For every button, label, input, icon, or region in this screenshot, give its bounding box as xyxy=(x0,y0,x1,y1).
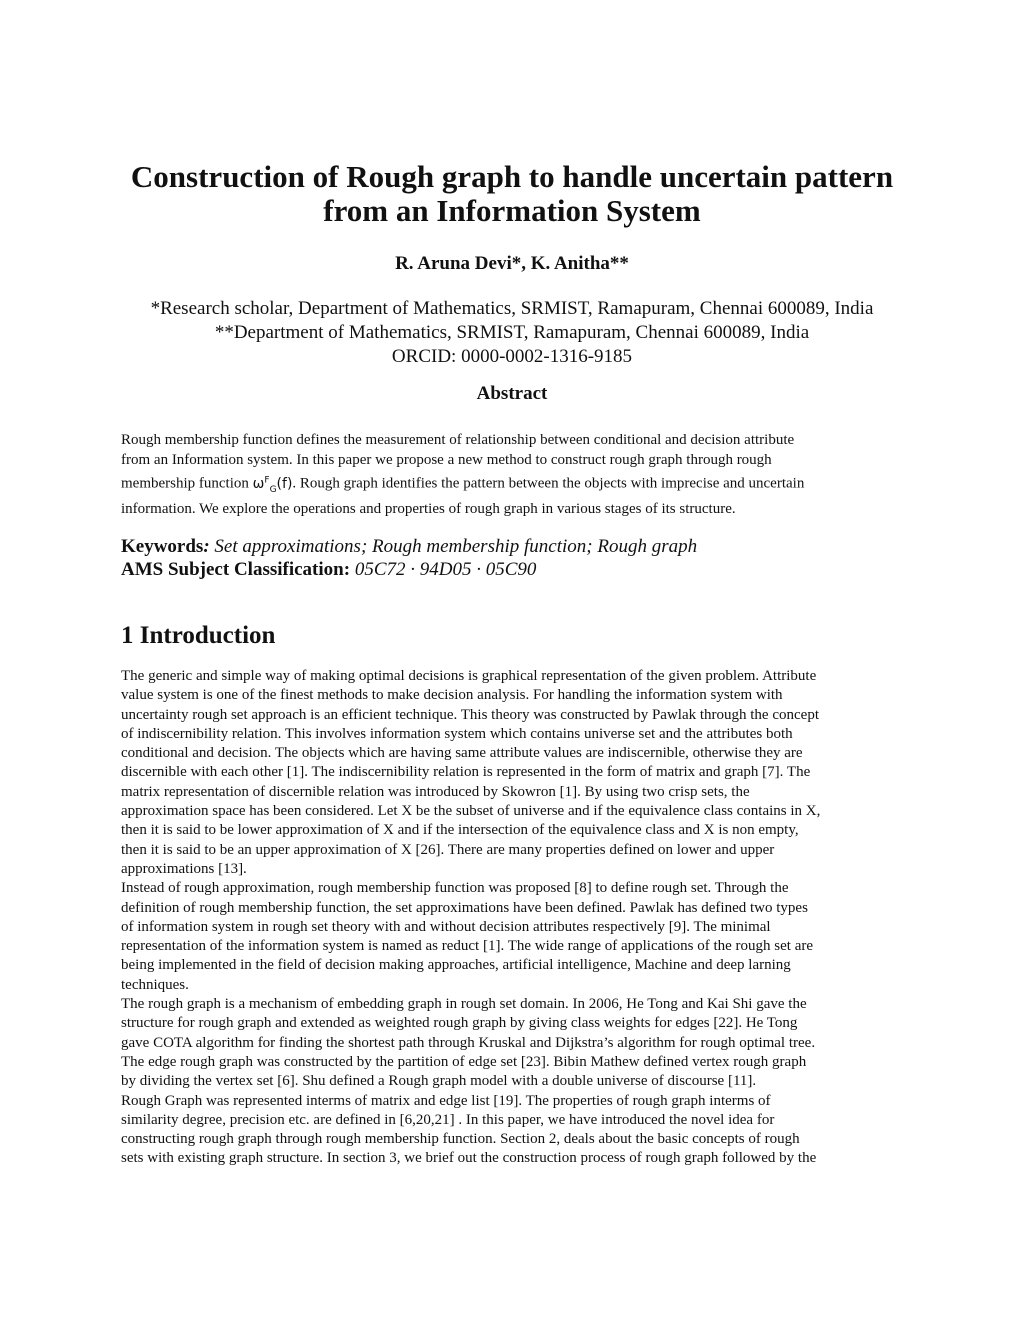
intro-line: similarity degree, precision etc. are defined in [6,20,21] . In this paper, we have introduced the novel idea for xyxy=(121,1111,775,1128)
membership-function-symbol: $\omega^F_G(f)$ xyxy=(252,475,293,495)
intro-line: being implemented in the field of decision making approaches, artificial intelligence, Machine and deep larning xyxy=(121,957,791,974)
keywords-block xyxy=(121,535,921,581)
abstract-text: . Rough graph identifies the pattern between the objects with imprecise and uncertain xyxy=(292,475,805,492)
author-list: R. Aruna Devi*, K. Anitha** xyxy=(395,253,629,274)
intro-line: constructing rough graph through rough membership function. Section 2, deals about the basic concepts of rough xyxy=(121,1131,800,1148)
intro-line: approximations [13]. xyxy=(121,860,247,877)
intro-line: then it is said to be lower approximation of X and if the intersection of the equivalence class and X is non empty, xyxy=(121,822,799,839)
abstract-heading: Abstract xyxy=(476,383,548,404)
intro-line: sets with existing graph structure. In section 3, we brief out the construction process of rough graph followed by the xyxy=(121,1150,817,1167)
intro-line: definition of rough membership function, the set approximations have been defined. Pawlak has defined two types xyxy=(121,899,808,916)
intro-line: uncertainty rough set approach is an efficient technique. This theory was constructed by Pawlak through the concept xyxy=(121,706,819,723)
abstract-body xyxy=(121,430,921,519)
intro-line: conditional and decision. The objects which are having same attribute values are indiscernible, otherwise they are xyxy=(121,745,803,762)
ams-label: AMS Subject Classification: xyxy=(121,559,351,580)
intro-line: by dividing the vertex set [6]. Shu defined a Rough graph model with a double universe of discourse [11]. xyxy=(121,1073,757,1090)
title-line: Construction of Rough graph to handle uncertain pattern xyxy=(130,159,894,194)
intro-line: Rough Graph was represented interms of matrix and edge list [19]. The properties of rough graph interms of xyxy=(121,1092,771,1109)
intro-line: Instead of rough approximation, rough membership function was proposed [8] to define rough set. Through the xyxy=(121,880,789,897)
intro-line: The generic and simple way of making optimal decisions is graphical representation of the given problem. Attribute xyxy=(121,668,817,684)
abstract-line: information. We explore the operations and properties of rough graph in various stages of its structure. xyxy=(121,501,736,518)
intro-line: discernible with each other [1]. The indiscernibility relation is represented in the form of matrix and graph [7]. The xyxy=(121,764,811,781)
intro-line: of information system in rough set theory with and without decision attributes respectively [9]. The minimal xyxy=(121,918,771,935)
affiliations xyxy=(0,297,1024,369)
intro-line: gave COTA algorithm for finding the shortest path through Kruskal and Dijkstra’s algorithm for rough optimal tree. xyxy=(121,1034,816,1051)
intro-line: approximation space has been considered. Let X be the subset of universe and if the equivalence class contains in X, xyxy=(121,803,821,820)
intro-line: matrix representation of discernible relation was introduced by Skowron [1]. By using two crisp sets, the xyxy=(121,783,750,800)
affiliation-line: **Department of Mathematics, SRMIST, Ramapuram, Chennai 600089, India xyxy=(214,322,810,343)
abstract-text: membership function xyxy=(121,475,249,492)
ams-text: 05C72 · 94D05 · 05C90 xyxy=(350,559,537,580)
intro-line: value system is one of the finest methods to make decision analysis. For handling the information system with xyxy=(121,687,783,704)
intro-line: structure for rough graph and extended as weighted rough graph by giving class weights for edges [22]. He Tong xyxy=(121,1015,798,1032)
abstract-line: Rough membership function defines the measurement of relationship between conditional and decision attribute xyxy=(121,432,795,448)
affiliation-line: *Research scholar, Department of Mathematics, SRMIST, Ramapuram, Chennai 600089, India xyxy=(150,298,874,319)
intro-line: techniques. xyxy=(121,976,189,993)
abstract-line: from an Information system. In this paper we propose a new method to construct rough graph through rough xyxy=(121,452,772,468)
section-heading: 1 Introduction xyxy=(121,622,276,649)
title-line: from an Information System xyxy=(323,193,701,228)
introduction-body xyxy=(121,667,911,1169)
intro-line: then it is said to be an upper approximation of X [26]. There are many properties defined on lower and upper xyxy=(121,841,775,858)
intro-line: representation of the information system is named as reduct [1]. The wide range of applications of the rough set are xyxy=(121,938,813,955)
keywords-label: Keywords xyxy=(121,536,204,557)
keywords-line: Keywords: Set approximations; Rough membership function; Rough graph xyxy=(121,536,698,557)
ams-line xyxy=(121,558,921,581)
abstract-line xyxy=(121,470,921,499)
intro-line: The edge rough graph was constructed by the partition of edge set [23]. Bibin Mathew defined vertex rough graph xyxy=(121,1053,807,1070)
keywords-text: Set approximations; Rough membership function; Rough graph xyxy=(209,536,698,557)
intro-line: of indiscernibility relation. This involves information system which contains universe set and the attributes both xyxy=(121,725,793,742)
orcid-line: ORCID: 0000-0002-1316-9185 xyxy=(391,346,633,367)
paper-title xyxy=(0,160,1024,228)
intro-line: The rough graph is a mechanism of embedding graph in rough set domain. In 2006, He Tong and Kai Shi gave the xyxy=(121,996,807,1013)
